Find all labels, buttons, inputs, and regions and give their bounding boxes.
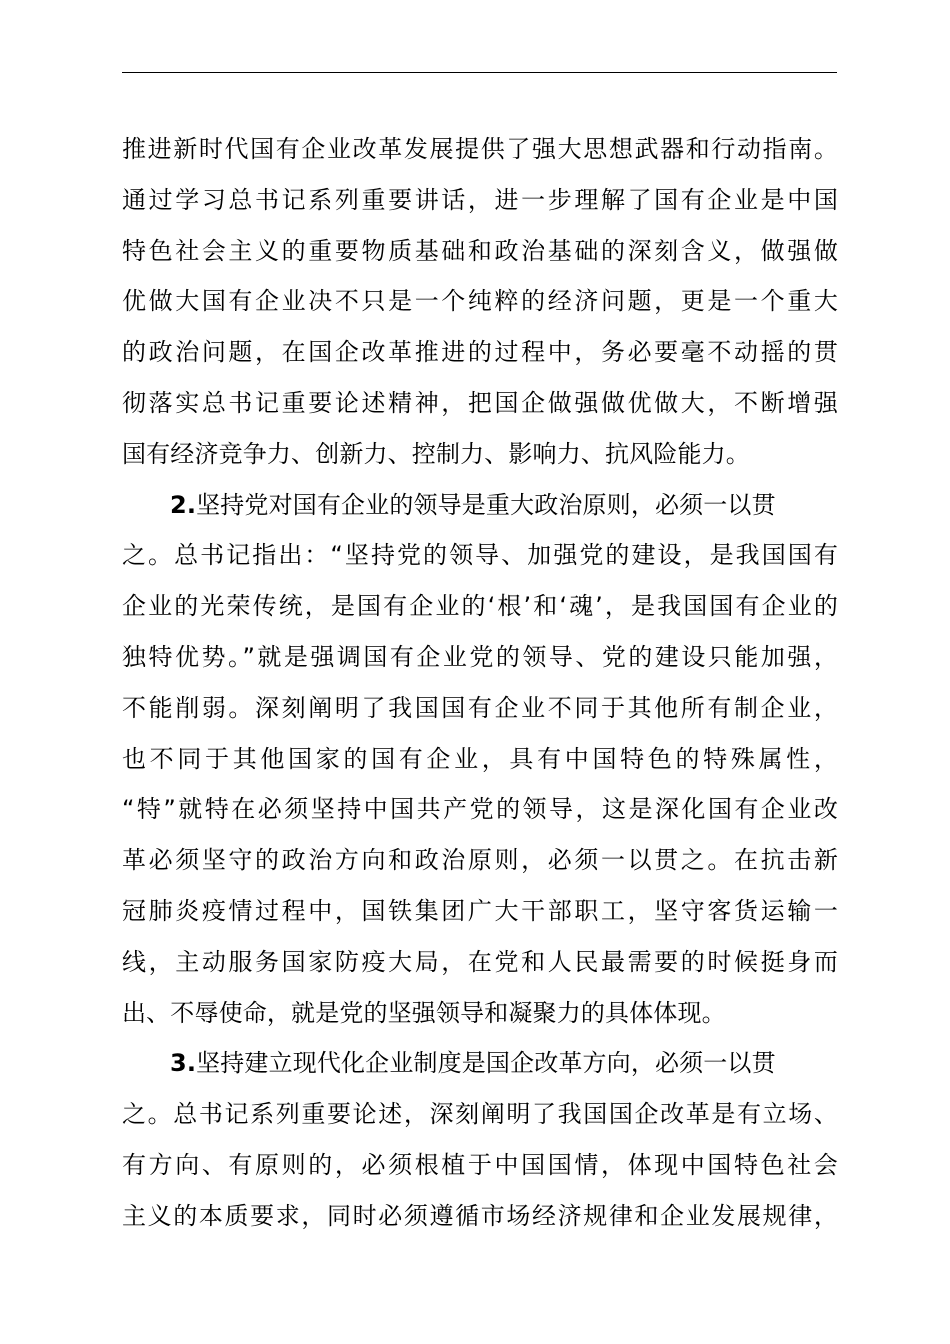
text-line: 之。总书记系列重要论述，深刻阐明了我国国企改革是有立场、	[122, 1100, 838, 1129]
text-line: 通过学习总书记系列重要讲话，进一步理解了国有企业是中国	[122, 185, 838, 214]
text-line: 特色社会主义的重要物质基础和政治基础的深刻含义，做强做	[122, 236, 838, 265]
text-line: 之。总书记指出：“坚持党的领导、加强党的建设，是我国国有	[122, 541, 838, 570]
text-line: “特”就特在必须坚持中国共产党的领导，这是深化国有企业改	[122, 795, 838, 824]
text-line: 的政治问题，在国企改革推进的过程中，务必要毫不动摇的贯	[122, 338, 838, 367]
text-line: 革必须坚守的政治方向和政治原则，必须一以贯之。在抗击新	[122, 846, 838, 875]
header-rule	[122, 72, 837, 73]
text-line: 有方向、有原则的，必须根植于中国国情，体现中国特色社会	[122, 1150, 838, 1179]
section-2-first-line: 坚持党对国有企业的领导是重大政治原则，必须一以贯	[196, 490, 776, 519]
text-line: 国有经济竞争力、创新力、控制力、影响力、抗风险能力。	[122, 439, 750, 468]
text-line: 不能削弱。深刻阐明了我国国有企业不同于其他所有制企业，	[122, 693, 838, 722]
section-2-heading-line	[122, 480, 838, 531]
text-line: 企业的光荣传统，是国有企业的‘根’和‘魂’，是我国国有企业的	[122, 592, 838, 621]
text-line: 彻落实总书记重要论述精神，把国企做强做优做大，不断增强	[122, 388, 838, 417]
section-3-first-line: 坚持建立现代化企业制度是国企改革方向，必须一以贯	[196, 1049, 776, 1078]
section-2-number: 2.	[170, 490, 197, 519]
text-line: 优做大国有企业决不只是一个纯粹的经济问题，更是一个重大	[122, 287, 838, 316]
body-text	[122, 124, 838, 1242]
text-line: 冠肺炎疫情过程中，国铁集团广大干部职工，坚守客货运输一	[122, 896, 838, 925]
text-line: 出、不辱使命，就是党的坚强领导和凝聚力的具体体现。	[122, 998, 726, 1027]
section-3-heading-line	[122, 1038, 838, 1089]
text-line: 也不同于其他国家的国有企业，具有中国特色的特殊属性，	[122, 744, 838, 773]
text-line: 独特优势。”就是强调国有企业党的领导、党的建设只能加强，	[122, 642, 838, 671]
text-line: 主义的本质要求，同时必须遵循市场经济规律和企业发展规律，	[122, 1201, 838, 1230]
text-line: 推进新时代国有企业改革发展提供了强大思想武器和行动指南。	[122, 135, 838, 163]
section-3-number: 3.	[170, 1049, 197, 1078]
text-line: 线，主动服务国家防疫大局，在党和人民最需要的时候挺身而	[122, 947, 838, 976]
